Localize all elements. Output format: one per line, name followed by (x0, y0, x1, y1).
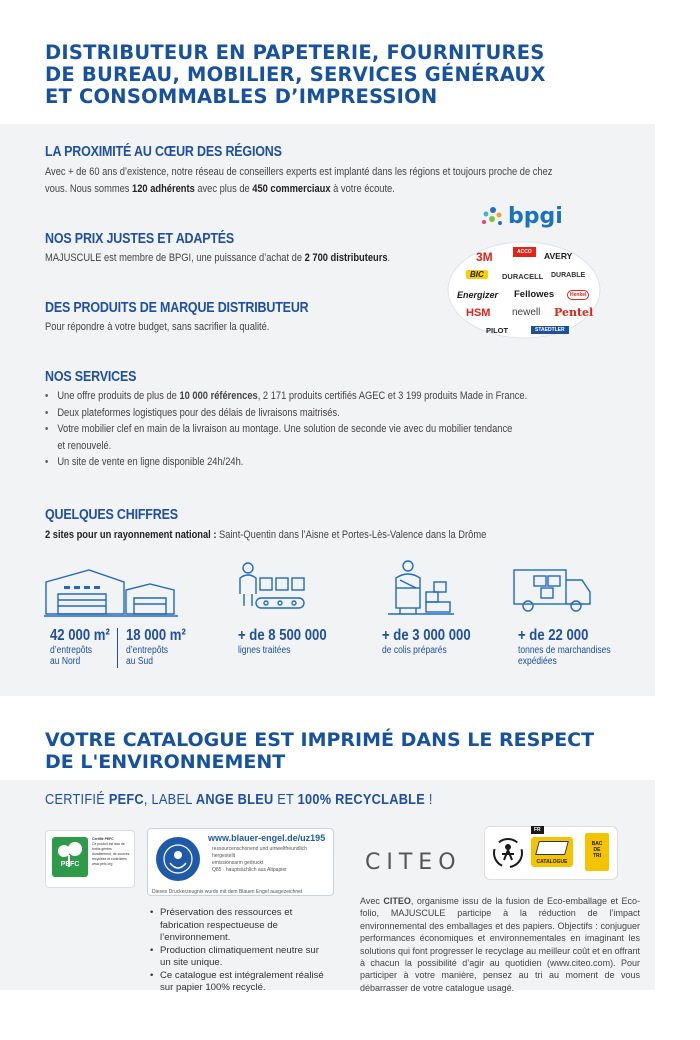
stat-lignes: + de 8 500 000 lignes traitées (238, 627, 327, 656)
triman-icon (491, 836, 525, 870)
service-item: • Votre mobilier clef en main de la livraison au montage. Une solution de seconde vie avec du mobilier tendance et renouvelé. (45, 421, 608, 454)
env-bullet: • Ce catalogue est intégralement réalisé sur papier 100% recyclé. (150, 970, 330, 995)
services-list (45, 388, 608, 471)
pefc-text: Certifié PEFC Ce produit est issu de forêts gérées durablement, de sources recyclées et contrôlées www.pefc.org (92, 837, 130, 866)
service-item: • Une offre produits de plus de 10 000 références, 2 171 produits certifiés AGEC et 3 199 produits Made in France. (45, 388, 608, 405)
stat-divider (117, 628, 118, 668)
ange-bleu-url: www.blauer-engel.de/uz195 (208, 833, 326, 843)
brand-acco: ACCO (513, 247, 536, 257)
citeo-logo: CITEO (365, 850, 462, 875)
brand-staedtler: STAEDTLER (531, 326, 569, 334)
produits-title: DES PRODUITS DE MARQUE DISTRIBUTEUR (45, 300, 309, 316)
prix-title: NOS PRIX JUSTES ET ADAPTÉS (45, 231, 235, 247)
brand-bic: BIC (466, 270, 488, 279)
catalogue-label: CATALOGUE (536, 859, 568, 865)
ange-bleu-items: ressourcenschonend und umweltfreundlich hergestellt emissionsarm gedruckt Q85 · hauptsächlich aus Altpapier (212, 846, 308, 873)
produits-text: Pour répondre à votre budget, sans sacrifier la qualité. (45, 321, 270, 333)
bpgi-name: bpgi (508, 204, 563, 229)
pefc-label: PEFC (60, 861, 80, 868)
ange-bleu-caption: Dieses Druckerzeugnis wurde mit dem Blauen Engel ausgezeichnet (152, 889, 303, 895)
stat-colis: + de 3 000 000 de colis préparés (382, 627, 471, 656)
certification-line: CERTIFIÉ PEFC, LABEL ANGE BLEU ET 100% RECYCLABLE ! (45, 792, 433, 808)
packing-icon (386, 558, 456, 618)
brand-avery: AVERY (544, 251, 573, 261)
prix-text: MAJUSCULE est membre de BPGI, une puissance d’achat de 2 700 distributeurs. (45, 252, 391, 264)
env-bullets (150, 907, 330, 995)
brand-hsm: HSM (466, 307, 491, 319)
chiffres-title: QUELQUES CHIFFRES (45, 507, 178, 523)
page-title (45, 42, 665, 108)
title-line-1: DISTRIBUTEUR EN PAPETERIE, FOURNITURES (45, 41, 545, 64)
proximite-text: Avec + de 60 ans d’existence, notre réseau de conseillers experts est implanté dans les régions et toujours proche de chez vous. Nous sommes 120 adhérents avec plus de 450 commerciaux à votre écoute. (45, 166, 553, 195)
pefc-tree-icon (52, 837, 88, 877)
service-item: • Un site de vente en ligne disponible 24h/24h. (45, 454, 608, 471)
title-line-3: ET CONSOMMABLES D’IMPRESSION (45, 85, 438, 108)
catalogue-tile (531, 837, 573, 867)
blue-angel-icon (154, 835, 202, 883)
brand-3m: 3M (476, 250, 493, 264)
conveyor-icon (236, 560, 306, 618)
brand-energizer: Energizer (457, 290, 499, 300)
environment-title: VOTRE CATALOGUE EST IMPRIMÉ DANS LE RESPECT DE L'ENVIRONNEMENT (45, 729, 595, 773)
pefc-logo (45, 830, 135, 888)
env-bullet: • Production climatiquement neutre sur un site unique. (150, 945, 330, 970)
stat-nord: 42 000 m² d’entrepôts au Nord (50, 627, 110, 667)
stat-tonnes: + de 22 000 tonnes de marchandises expédiées (518, 627, 611, 667)
triman-logo (484, 826, 618, 880)
catalogue-icon (535, 841, 569, 855)
brand-durable: DURABLE (551, 272, 586, 279)
proximite-title: LA PROXIMITÉ AU CŒUR DES RÉGIONS (45, 144, 282, 160)
triman-fr: FR (531, 826, 544, 834)
brand-duracell: DURACELL (502, 272, 544, 281)
chiffres-sites: 2 sites pour un rayonnement national : Saint-Quentin dans l’Aisne et Portes-Lès-Valence dans la Drôme (45, 529, 487, 541)
brand-pentel: Pentel (554, 306, 594, 319)
citeo-text: Avec CITEO, organisme issu de la fusion de Eco-emballage et Eco-folio, MAJUSCULE participe à la réduction de l’impact environnemental des emballages et des papiers. Objectifs : conjuguer performances économiques et environnementales en imaginant les solutions qui font progresser le recyclage au meilleur coût et en offrant à chacun la possibilité d’agir au quotidien (www.citeo.com). Pour participer à votre manière, pensez au tri au moment de vous débarrasser de votre catalogue usagé. (360, 896, 640, 993)
services-title: NOS SERVICES (45, 369, 137, 385)
brand-henkel: Henkel (567, 290, 589, 300)
stat-sud: 18 000 m² d’entrepôts au Sud (126, 627, 186, 667)
bpgi-logo (446, 200, 601, 340)
brand-pilot: PILOT (486, 326, 509, 335)
bac-tri-icon: BAC DE TRI (585, 833, 609, 871)
brand-newell: newell (512, 307, 541, 318)
brand-fellowes: Fellowes (514, 289, 555, 300)
title-line-2: DE BUREAU, MOBILIER, SERVICES GÉNÉRAUX (45, 63, 546, 86)
truck-icon (512, 562, 594, 614)
warehouse-icon (44, 560, 184, 620)
ange-bleu-logo (147, 828, 334, 896)
env-bullet: • Préservation des ressources et fabrication respectueuse de l’environnement. (150, 907, 330, 945)
service-item: • Deux plateformes logistiques pour des délais de livraisons maitrisés. (45, 405, 608, 422)
